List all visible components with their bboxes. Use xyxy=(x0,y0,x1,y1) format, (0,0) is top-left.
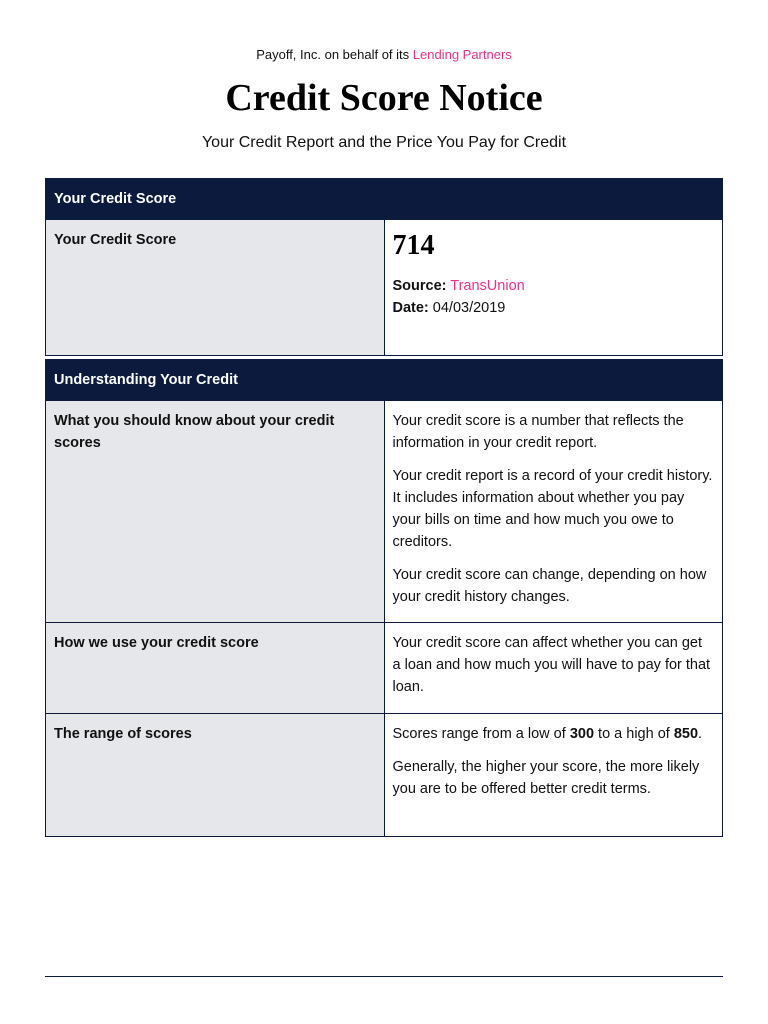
footer-divider xyxy=(45,976,723,977)
row-text-how-we-use xyxy=(384,623,723,714)
row-label-what-to-know: What you should know about your credit scores xyxy=(46,401,385,623)
paragraph: Generally, the higher your score, the more likely you are to be offered better credit terms. xyxy=(392,759,700,797)
score-date: 04/03/2019 xyxy=(432,300,506,316)
paragraph: Your credit report is a record of your credit history. It includes information about whether you pay your bills on time and how much you owe to creditors. xyxy=(392,468,713,550)
range-prefix: Scores range from a low of xyxy=(392,726,566,742)
issuer-line xyxy=(0,47,768,62)
understanding-section-heading: Understanding Your Credit xyxy=(46,360,723,401)
paragraph: Your credit score can change, depending on how your credit history changes. xyxy=(392,567,707,605)
lending-partners-link[interactable]: Lending Partners xyxy=(412,47,512,62)
understanding-credit-table xyxy=(45,359,723,837)
row-text-range xyxy=(384,714,723,837)
range-low: 300 xyxy=(569,726,595,742)
page-subtitle: Your Credit Report and the Price You Pay for Credit xyxy=(201,134,567,151)
range-high: 850 xyxy=(673,726,699,742)
source-label: Source: xyxy=(392,278,447,294)
paragraph: Your credit score is a number that reflects the information in your credit report. xyxy=(392,413,684,451)
row-text-what-to-know xyxy=(384,401,723,623)
credit-score-section-heading: Your Credit Score xyxy=(46,179,723,220)
paragraph: Your credit score can affect whether you can get a loan and how much you will have to pay for that loan. xyxy=(392,635,711,695)
credit-score-number: 714 xyxy=(392,230,435,261)
range-sentence xyxy=(393,723,715,745)
range-mid: to a high of xyxy=(598,726,670,742)
score-source-line xyxy=(393,275,715,297)
row-label-how-we-use: How we use your credit score xyxy=(46,623,385,714)
source-link[interactable]: TransUnion xyxy=(450,278,525,294)
range-end: . xyxy=(698,726,703,742)
date-label: Date: xyxy=(392,300,429,316)
page-title: Credit Score Notice xyxy=(225,77,543,119)
row-label-range: The range of scores xyxy=(46,714,385,837)
credit-score-label: Your Credit Score xyxy=(46,220,385,356)
score-date-line xyxy=(393,297,715,319)
credit-score-table xyxy=(45,178,723,356)
credit-score-value-cell xyxy=(384,220,723,356)
issuer-text: Payoff, Inc. on behalf of its xyxy=(256,47,410,62)
